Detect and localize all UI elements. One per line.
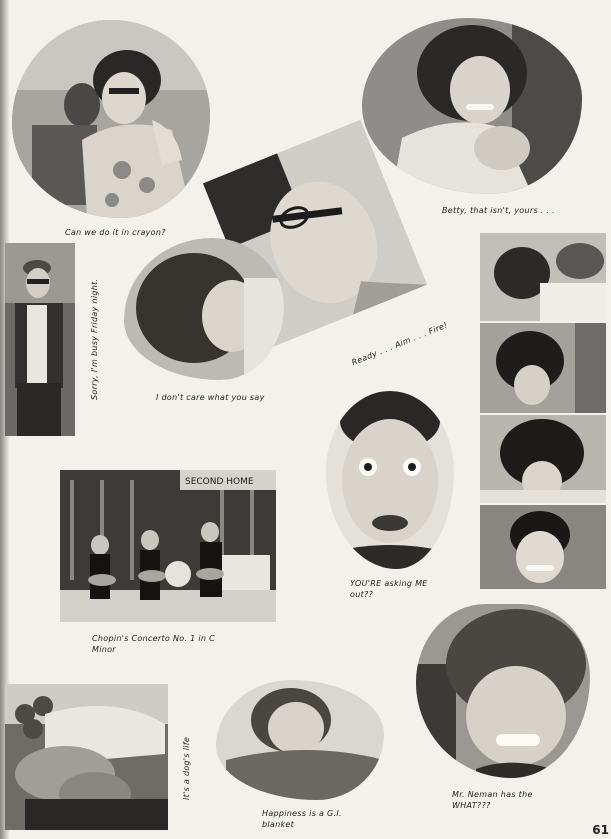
photo-right-stack-3 — [480, 415, 606, 503]
photo-right-stack-1 — [480, 233, 606, 321]
photo-right-stack-2 — [480, 323, 606, 413]
caption-neman-2: WHAT??? — [452, 801, 491, 810]
caption-crayon: Can we do it in crayon? — [65, 228, 166, 237]
caption-asking: YOU'RE asking ME — [350, 579, 428, 588]
caption-asking-2: out?? — [350, 590, 374, 599]
photo-girl-glasses — [12, 20, 210, 218]
photo-boy-cap — [5, 243, 75, 436]
page-number: 61 — [592, 823, 609, 837]
caption-betty: Betty, that isn't, yours . . . — [442, 206, 555, 215]
caption-happiness: Happiness is a G.I. — [262, 809, 342, 818]
caption-dont-care: I don't care what you say — [156, 393, 265, 402]
caption-chopin-2: Minor — [92, 645, 116, 654]
caption-happiness-2: blanket — [262, 820, 295, 829]
caption-friday: Sorry, I'm busy Friday night. — [90, 278, 99, 400]
banner-text: SECOND HOME — [185, 477, 254, 487]
photo-band-stage — [60, 470, 276, 622]
photo-girl-profile — [124, 238, 284, 380]
caption-chopin: Chopin's Concerto No. 1 in C — [92, 634, 215, 643]
photo-betty — [362, 18, 582, 194]
photo-laughing-girl — [416, 604, 590, 778]
photo-happiness — [216, 680, 384, 800]
photo-right-stack-4 — [480, 505, 606, 589]
caption-neman: Mr. Neman has the — [452, 790, 533, 799]
photo-dogs-life — [5, 684, 168, 830]
caption-ready: Ready . . . Aim . . . Fire! — [350, 320, 449, 368]
photo-boy-wide-eyes — [326, 391, 454, 569]
caption-dogs-life: It's a dog's life — [182, 736, 191, 800]
